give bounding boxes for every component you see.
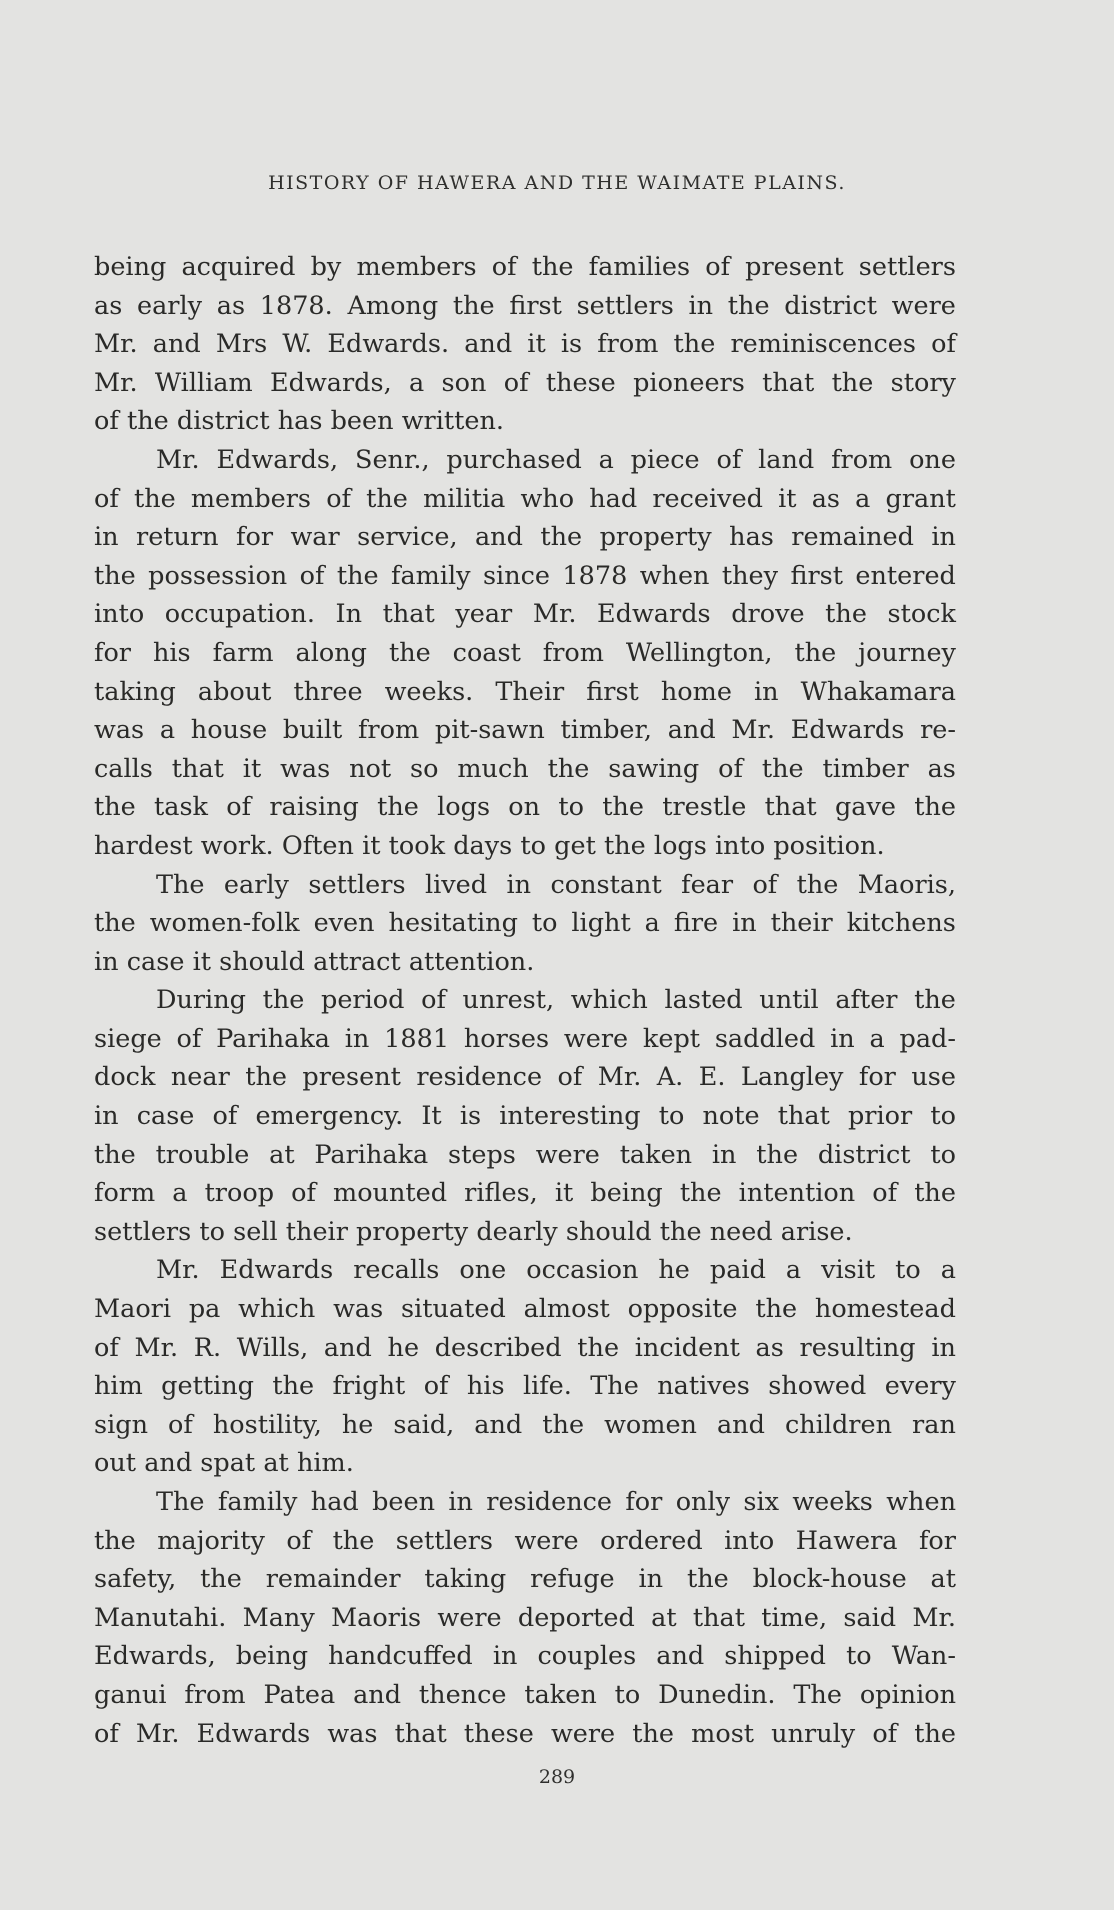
text-line: of the district has been written. bbox=[94, 406, 504, 437]
text-line: ganui from Patea and thence taken to Dunedin. The opinion bbox=[94, 1679, 956, 1710]
text-line: the women-folk even hesitating to light a fire in their kitchens bbox=[94, 908, 956, 939]
text-line: out and spat at him. bbox=[94, 1448, 354, 1479]
text-line: of Mr. Edwards was that these were the most unruly of the bbox=[94, 1718, 956, 1749]
text-line: dock near the present residence of Mr. A. E. Langley for use bbox=[94, 1062, 956, 1093]
text-line: Mr. and Mrs W. Edwards. and it is from the reminiscences of bbox=[94, 329, 956, 360]
paragraph bbox=[94, 441, 956, 866]
running-head-title: HISTORY OF HAWERA AND THE WAIMATE PLAINS. bbox=[268, 172, 846, 194]
text-line: of Mr. R. Wills, and he described the incident as resulting in bbox=[94, 1332, 956, 1363]
text-line: siege of Parihaka in 1881 horses were kept saddled in a pad- bbox=[94, 1023, 956, 1054]
text-line: him getting the fright of his life. The natives showed every bbox=[94, 1371, 956, 1402]
text-line: taking about three weeks. Their first home in Whakamara bbox=[94, 676, 956, 707]
paragraph bbox=[94, 981, 956, 1251]
text-line: form a troop of mounted rifles, it being the intention of the bbox=[94, 1178, 956, 1209]
text-line: calls that it was not so much the sawing of the timber as bbox=[94, 753, 956, 784]
text-line: for his farm along the coast from Wellington, the journey bbox=[94, 637, 956, 668]
text-line: sign of hostility, he said, and the women and children ran bbox=[94, 1409, 956, 1440]
text-line: Mr. Edwards recalls one occasion he paid a visit to a bbox=[156, 1255, 956, 1286]
body-text bbox=[94, 248, 956, 1753]
text-line: the majority of the settlers were ordered into Hawera for bbox=[94, 1525, 956, 1556]
text-line: The family had been in residence for only six weeks when bbox=[156, 1487, 956, 1517]
text-line: Manutahi. Many Maoris were deported at that time, said Mr. bbox=[94, 1602, 956, 1633]
paragraph bbox=[94, 1251, 956, 1483]
text-line: the task of raising the logs on to the trestle that gave the bbox=[94, 792, 956, 823]
text-line: settlers to sell their property dearly should the need arise. bbox=[94, 1216, 853, 1247]
text-line: in return for war service, and the property has remained in bbox=[94, 522, 956, 553]
text-line: Mr. Edwards, Senr., purchased a piece of land from one bbox=[156, 444, 956, 475]
text-line: of the members of the militia who had received it as a grant bbox=[94, 483, 956, 514]
paragraph bbox=[94, 1483, 956, 1753]
text-line: safety, the remainder taking refuge in the block-house at bbox=[94, 1564, 956, 1595]
text-line: in case it should attract attention. bbox=[94, 946, 535, 977]
text-line: was a house built from pit-sawn timber, and Mr. Edwards re- bbox=[94, 715, 956, 746]
text-line: into occupation. In that year Mr. Edwards drove the stock bbox=[94, 599, 956, 630]
text-line: being acquired by members of the families of present settlers bbox=[94, 252, 956, 282]
paragraph bbox=[94, 866, 956, 982]
text-line: as early as 1878. Among the first settlers in the district were bbox=[94, 290, 956, 321]
page-number: 289 bbox=[538, 1766, 576, 1788]
text-line: in case of emergency. It is interesting to note that prior to bbox=[94, 1101, 956, 1132]
text-line: the trouble at Parihaka steps were taken in the district to bbox=[94, 1139, 956, 1170]
text-line: the possession of the family since 1878 when they first entered bbox=[94, 560, 956, 591]
text-line: During the period of unrest, which lasted until after the bbox=[156, 985, 956, 1016]
paragraph bbox=[94, 248, 956, 441]
text-line: The early settlers lived in constant fear of the Maoris, bbox=[156, 869, 956, 900]
text-line: Edwards, being handcuffed in couples and shipped to Wan- bbox=[94, 1641, 956, 1672]
text-line: Maori pa which was situated almost opposite the homestead bbox=[94, 1294, 956, 1325]
text-line: Mr. William Edwards, a son of these pioneers that the story bbox=[94, 367, 956, 398]
text-line: hardest work. Often it took days to get the logs into position. bbox=[94, 830, 885, 861]
